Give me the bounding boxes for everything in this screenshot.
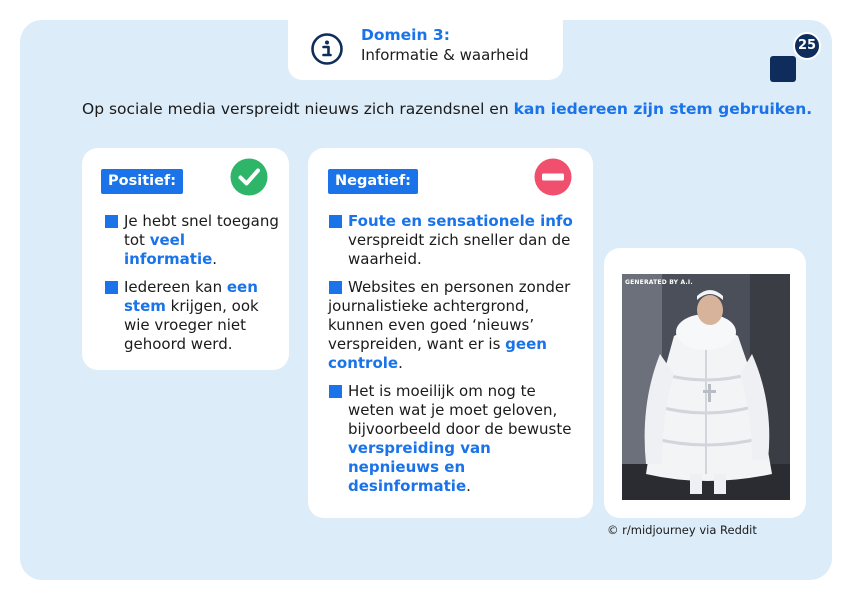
negative-list xyxy=(328,212,586,505)
badge-square xyxy=(770,56,796,82)
negative-label: Negatief: xyxy=(328,169,418,194)
image-credit: © r/midjourney via Reddit xyxy=(607,523,757,537)
negative-card xyxy=(308,148,593,518)
domain-subtitle: Informatie & waarheid xyxy=(361,46,529,64)
bullet-square-icon xyxy=(329,215,342,228)
bullet-square-icon xyxy=(105,281,118,294)
positive-card xyxy=(82,148,289,370)
positive-list xyxy=(104,212,279,363)
domain-header-tab xyxy=(288,8,563,80)
bullet-square-icon xyxy=(329,385,342,398)
image-watermark: GENERATED BY A.I. xyxy=(625,279,693,286)
check-circle-icon xyxy=(230,158,268,196)
puffer-jacket-figure-illustration xyxy=(622,274,790,500)
list-item: Foute en sensationele info verspreidt zich sneller dan de waarheid. xyxy=(328,212,586,269)
list-item: Het is moeilijk om nog te weten wat je moet geloven, bijvoorbeeld door de bewuste verspreiding van nepnieuws en desinformatie. xyxy=(328,382,586,496)
page-number: 25 xyxy=(793,32,821,60)
bullet-square-icon xyxy=(105,215,118,228)
info-circle-icon xyxy=(310,32,344,66)
no-entry-icon xyxy=(534,158,572,196)
ai-generated-photo xyxy=(622,274,790,500)
intro-highlight: kan iedereen zijn stem gebruiken. xyxy=(513,100,813,118)
bullet-square-icon xyxy=(329,281,342,294)
list-item: Websites en personen zonder journalistieke achtergrond, kunnen even goed ‘nieuws’ verspreiden, want er is geen controle. xyxy=(328,278,571,372)
list-item: Je hebt snel toegang tot veel informatie. xyxy=(104,212,279,269)
positive-label: Positief: xyxy=(101,169,183,194)
list-item: Iedereen kan een stem krijgen, ook wie vroeger niet gehoord werd. xyxy=(104,278,279,354)
image-card xyxy=(604,248,806,518)
page-number-badge xyxy=(768,30,824,82)
intro-text: Op sociale media verspreidt nieuws zich razendsnel en xyxy=(82,100,514,118)
domain-title: Domein 3: xyxy=(361,26,450,44)
intro-sentence xyxy=(82,100,812,118)
